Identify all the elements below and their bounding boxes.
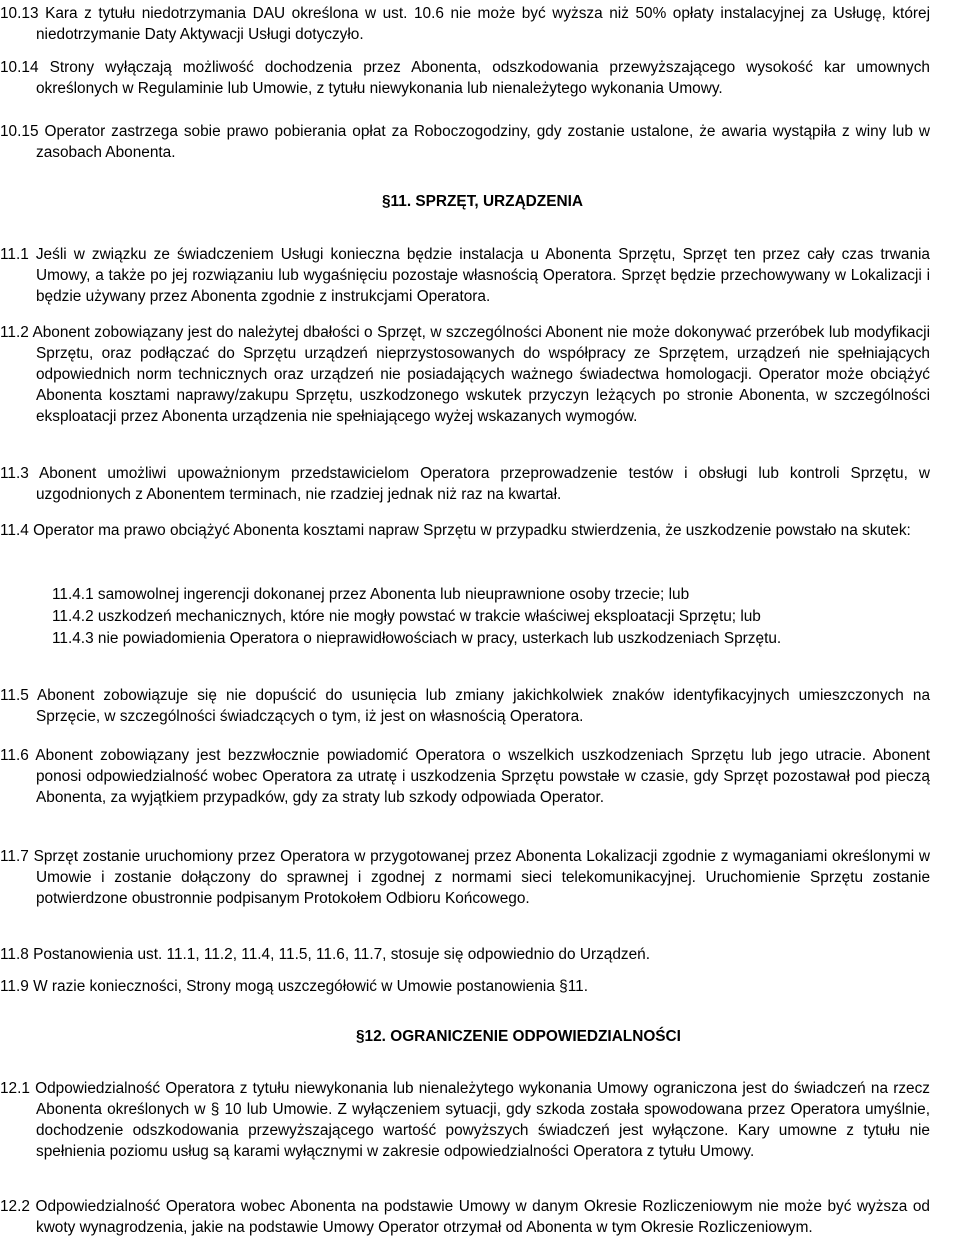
clause-11-4-1: 11.4.1 samowolnej ingerencji dokonanej przez Abonenta lub nieuprawnione osoby trzecie; lub bbox=[52, 586, 690, 603]
clause-11-7: 11.7 Sprzęt zostanie uruchomiony przez Operatora w przygotowanej przez Abonenta Lokalizacji zgodnie z wymaganiami określonymi w Umowie i zostanie dołączony do sprawnej i zgodnej z normami sieci telekomunikacyjnej. Uruchomienie Sprzętu zostanie potwierdzone obustronnie podpisanym Protokołem Odbioru Końcowego. bbox=[0, 848, 930, 907]
clause-11-5: 11.5 Abonent zobowiązuje się nie dopuścić do usunięcia lub zmiany jakichkolwiek znaków identyfikacyjnych umieszczonych na Sprzęcie, w szczególności świadczących o tym, iż jest on własnością Operatora. bbox=[0, 687, 930, 725]
clause-11-3: 11.3 Abonent umożliwi upoważnionym przedstawicielom Operatora przeprowadzenie testów i obsługi lub kontroli Sprzętu, w uzgodnionych z Abonentem terminach, nie rzadziej jednak niż raz na kwartał. bbox=[0, 465, 930, 503]
clause-10-14: 10.14 Strony wyłączają możliwość dochodzenia przez Abonenta, odszkodowania przewyższającego wysokość kar umownych określonych w Regulaminie lub Umowie, z tytułu niewykonania lub nienależytego wykonania Umowy. bbox=[0, 59, 930, 97]
clause-11-2: 11.2 Abonent zobowiązany jest do należytej dbałości o Sprzęt, w szczególności Abonent nie może dokonywać przeróbek lub modyfikacji Sprzętu, oraz podłączać do Sprzętu urządzeń nieprzystosowanych do współpracy ze Sprzętem, urządzeń nie spełniających odpowiednich norm technicznych oraz urządzeń nie posiadających ważnego świadectwa homologacji. Operator może obciążyć Abonenta kosztami naprawy/zakupu Sprzętu, uszkodzonego wskutek przyczyn leżących po stronie Abonenta, w szczególności eksploatacji przez Abonenta urządzenia nie spełniającego wyżej wskazanych wymogów. bbox=[0, 324, 930, 425]
clause-11-9: 11.9 W razie konieczności, Strony mogą uszczegółowić w Umowie postanowienia §11. bbox=[0, 978, 588, 995]
section-heading-11: §11. SPRZĘT, URZĄDZENIA bbox=[382, 193, 583, 210]
clause-11-1: 11.1 Jeśli w związku ze świadczeniem Usługi konieczna będzie instalacja u Abonenta Sprzętu, Sprzęt ten przez cały czas trwania Umowy, a także po jej rozwiązaniu lub wygaśnięciu pozostaje własnością Operatora. Sprzęt będzie przechowywany w Lokalizacji i będzie używany przez Abonenta zgodnie z instrukcjami Operatora. bbox=[0, 246, 930, 305]
clause-10-15: 10.15 Operator zastrzega sobie prawo pobierania opłat za Roboczogodziny, gdy zostanie ustalone, że awaria wystąpiła z winy lub w zasobach Abonenta. bbox=[0, 123, 930, 161]
clause-11-8: 11.8 Postanowienia ust. 11.1, 11.2, 11.4, 11.5, 11.6, 11.7, stosuje się odpowiednio do Urządzeń. bbox=[0, 946, 650, 963]
clause-10-13: 10.13 Kara z tytułu niedotrzymania DAU określona w ust. 10.6 nie może być wyższa niż 50% opłaty instalacyjnej za Usługę, której niedotrzymanie Daty Aktywacji Usługi dotyczyło. bbox=[0, 5, 930, 43]
clause-12-2: 12.2 Odpowiedzialność Operatora wobec Abonenta na podstawie Umowy w danym Okresie Rozliczeniowym nie może być wyższa od kwoty wynagrodzenia, jakie na podstawie Umowy Operator otrzymał od Abonenta w tym Okresie Rozliczeniowym. bbox=[0, 1198, 930, 1236]
clause-11-4-2: 11.4.2 uszkodzeń mechanicznych, które nie mogły powstać w trakcie właściwej eksploatacji Sprzętu; lub bbox=[52, 608, 761, 625]
clause-12-1: 12.1 Odpowiedzialność Operatora z tytułu niewykonania lub nienależytego wykonania Umowy ograniczona jest do świadczeń na rzecz Abonenta określonych w § 10 lub Umowie. Z wyłączeniem sytuacji, gdy szkoda została spowodowana przez Operatora umyślnie, dochodzenie odszkodowania przewyższającego wartość powyższych świadczeń jest wyłączone. Kary umowne z tytułu nie spełnienia poziomu usług są karami wyłącznymi w zakresie odpowiedzialności Operatora z tytułu Umowy. bbox=[0, 1080, 930, 1160]
clause-11-6: 11.6 Abonent zobowiązany jest bezzwłocznie powiadomić Operatora o wszelkich uszkodzeniach Sprzętu lub jego utracie. Abonent ponosi odpowiedzialność wobec Operatora za utratę i uszkodzenia Sprzętu powstałe w czasie, gdy Sprzęt pozostawał pod pieczą Abonenta, za wyjątkiem przypadków, gdy za straty lub szkody odpowiada Operator. bbox=[0, 747, 930, 806]
section-heading-12: §12. OGRANICZENIE ODPOWIEDZIALNOŚCI bbox=[356, 1028, 681, 1045]
clause-11-4: 11.4 Operator ma prawo obciążyć Abonenta kosztami napraw Sprzętu w przypadku stwierdzenia, że uszkodzenie powstało na skutek: bbox=[0, 522, 911, 539]
clause-11-4-3: 11.4.3 nie powiadomienia Operatora o nieprawidłowościach w pracy, usterkach lub uszkodzeniach Sprzętu. bbox=[52, 630, 782, 647]
